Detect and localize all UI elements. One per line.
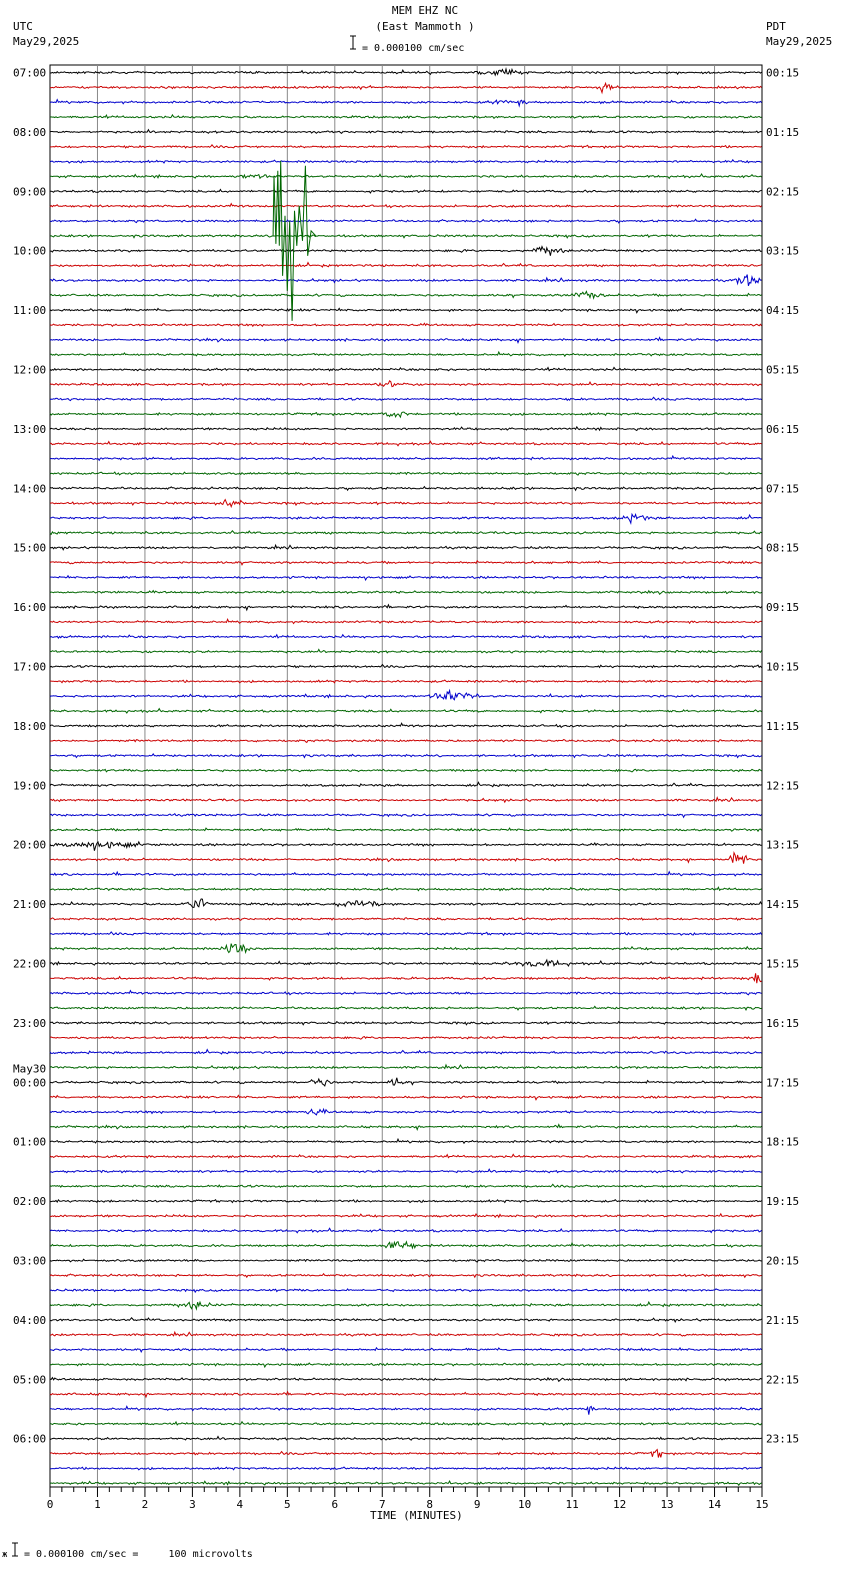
utc-hour-label: 18:00: [13, 719, 47, 733]
time-axis: [47, 1487, 769, 1511]
utc-hour-label: 14:00: [13, 482, 47, 496]
pdt-hour-label: 09:15: [766, 601, 800, 615]
seismic-trace: [50, 680, 762, 683]
utc-hour-label: 12:00: [13, 363, 47, 377]
utc-hour-label: 01:00: [13, 1135, 47, 1149]
pdt-hour-label: 08:15: [766, 541, 800, 555]
seismic-trace: [50, 367, 762, 370]
seismic-trace: [50, 381, 762, 387]
utc-hour-label: 20:00: [13, 838, 47, 852]
utc-hour-label: 23:00: [13, 1016, 47, 1030]
seismic-trace: [50, 69, 762, 75]
utc-hour-label: 06:00: [13, 1432, 47, 1446]
seismic-trace: [50, 691, 762, 700]
seismic-trace: [50, 1259, 762, 1262]
utc-hour-label: 13:00: [13, 422, 47, 436]
seismic-trace: [50, 605, 762, 610]
x-tick-label: 6: [331, 1498, 339, 1511]
seismic-trace: [50, 665, 762, 668]
pdt-hour-label: 16:15: [766, 1016, 800, 1030]
seismic-trace: [50, 1006, 762, 1010]
x-tick-label: 8: [426, 1498, 434, 1511]
seismic-trace: [50, 1109, 762, 1115]
pdt-date: May29,2025: [766, 35, 833, 48]
seismic-trace: [50, 1050, 762, 1054]
seismic-trace: [50, 100, 762, 106]
pdt-hour-label: 00:15: [766, 66, 800, 80]
seismic-trace: [50, 1437, 762, 1441]
seismic-trace: [50, 115, 762, 119]
pdt-hour-label: 22:15: [766, 1373, 800, 1387]
seismic-trace: [50, 1378, 762, 1382]
seismic-trace: [50, 918, 762, 921]
pdt-hour-label: 04:15: [766, 304, 800, 318]
seismic-trace: [50, 1022, 762, 1025]
seismic-trace: [50, 853, 762, 864]
seismic-trace: [50, 1036, 762, 1039]
utc-hour-label: 21:00: [13, 898, 47, 912]
seismic-trace: [50, 545, 762, 550]
seismic-trace: [50, 174, 762, 178]
seismic-trace: [50, 500, 762, 507]
plot-frame: [50, 65, 762, 1487]
utc-hour-label: 15:00: [13, 541, 47, 555]
seismic-trace: [50, 1125, 762, 1130]
x-tick-label: 4: [236, 1498, 244, 1511]
utc-date: May29,2025: [13, 35, 80, 48]
plot-grid: [50, 65, 762, 1487]
seismic-trace: [50, 1481, 762, 1485]
seismic-traces: [50, 69, 762, 1485]
seismic-trace: [50, 1406, 762, 1414]
seismic-trace: [50, 1078, 762, 1086]
seismic-trace: [50, 591, 762, 595]
seismic-trace: [50, 247, 762, 256]
seismic-trace: [50, 190, 762, 194]
seismic-trace: [50, 263, 762, 267]
seismic-trace: [50, 782, 762, 786]
seismic-trace: [50, 1200, 762, 1203]
seismic-trace: [50, 412, 762, 417]
seismic-trace: [50, 145, 762, 148]
x-tick-label: 12: [612, 1498, 627, 1511]
seismic-trace: [50, 308, 762, 312]
seismic-trace: [50, 83, 762, 92]
x-tick-label: 10: [518, 1498, 532, 1511]
pdt-hour-label: 03:15: [766, 244, 800, 258]
seismic-trace: [50, 338, 762, 343]
utc-hour-label: 05:00: [13, 1373, 47, 1387]
pdt-hour-label: 23:15: [766, 1432, 800, 1446]
pdt-hour-label: 13:15: [766, 838, 800, 852]
utc-hour-label: 16:00: [13, 601, 47, 615]
utc-label: UTC: [13, 20, 33, 33]
seismic-trace: [50, 973, 762, 983]
seismic-trace: [50, 899, 762, 908]
seismic-trace: [50, 427, 762, 431]
seismic-trace: [50, 828, 762, 831]
utc-hour-label: 09:00: [13, 185, 47, 199]
seismic-trace: [50, 739, 762, 742]
x-tick-label: 9: [473, 1498, 481, 1511]
utc-hour-label: 11:00: [13, 304, 47, 318]
seismic-trace: [50, 1242, 762, 1248]
seismic-trace: [50, 1139, 762, 1143]
seismic-trace: [50, 397, 762, 400]
seismic-trace: [50, 514, 762, 523]
seismic-trace: [50, 1289, 762, 1292]
seismic-trace: [50, 235, 762, 238]
corner-mark: ж: [2, 1550, 8, 1560]
pdt-hour-label: 01:15: [766, 125, 800, 139]
pdt-hour-label: 21:15: [766, 1313, 800, 1327]
seismic-trace: [50, 291, 762, 298]
seismic-trace: [50, 723, 762, 727]
pdt-label: PDT: [766, 20, 786, 33]
seismic-trace: [50, 635, 762, 638]
seismic-trace: [50, 1392, 762, 1397]
seismic-trace: [50, 1467, 762, 1470]
seismic-trace: [50, 456, 762, 460]
seismic-trace: [50, 219, 762, 223]
pdt-hour-label: 05:15: [766, 363, 800, 377]
seismic-trace: [50, 1274, 762, 1278]
seismic-trace: [50, 561, 762, 565]
pdt-hour-label: 14:15: [766, 898, 800, 912]
x-tick-label: 13: [660, 1498, 674, 1511]
seismic-trace: [50, 1065, 762, 1070]
pdt-hour-label: 20:15: [766, 1254, 800, 1268]
x-axis-label: TIME (MINUTES): [370, 1509, 463, 1522]
seismic-trace: [50, 323, 762, 326]
x-tick-label: 14: [707, 1498, 722, 1511]
seismic-trace: [50, 130, 762, 134]
seismic-trace: [50, 1228, 762, 1232]
utc-hour-label: 03:00: [13, 1254, 47, 1268]
seismic-trace: [50, 1422, 762, 1426]
utc-hour-label: 17:00: [13, 660, 47, 674]
seismic-trace: [50, 487, 762, 491]
utc-hour-label: 19:00: [13, 779, 47, 793]
x-tick-label: 0: [46, 1498, 54, 1511]
station-location: (East Mammoth ): [375, 20, 475, 33]
pdt-hour-label: 02:15: [766, 185, 800, 199]
seismic-trace: [50, 204, 762, 208]
seismic-trace: [50, 932, 762, 935]
seismic-trace: [50, 1318, 762, 1322]
utc-hour-label: 22:00: [13, 957, 47, 971]
utc-hour-label: 04:00: [13, 1313, 47, 1327]
seismic-trace: [50, 754, 762, 758]
earthquake-spike: [273, 161, 316, 321]
x-tick-label: 5: [284, 1498, 291, 1511]
seismic-trace: [50, 991, 762, 995]
pdt-hour-label: 11:15: [766, 719, 800, 733]
seismic-trace: [50, 798, 762, 803]
seismic-trace: [50, 441, 762, 445]
station-title: MEM EHZ NC: [391, 4, 459, 17]
pdt-hour-label: 15:15: [766, 957, 800, 971]
pdt-hour-label: 06:15: [766, 422, 800, 436]
pdt-hour-label: 18:15: [766, 1135, 800, 1149]
pdt-hour-label: 17:15: [766, 1076, 800, 1090]
utc-hour-label: 00:00: [13, 1076, 47, 1090]
seismic-trace: [50, 531, 762, 535]
seismic-trace: [50, 769, 762, 772]
x-tick-label: 7: [378, 1498, 386, 1511]
pdt-hour-label: 19:15: [766, 1195, 800, 1209]
footer-scale-note: = 0.000100 cm/sec = 100 microvolts: [24, 1549, 253, 1560]
seismic-trace: [50, 887, 762, 890]
seismic-trace: [50, 576, 762, 580]
seismic-trace: [50, 1154, 762, 1158]
pdt-hour-label: 12:15: [766, 779, 800, 793]
seismic-trace: [50, 960, 762, 966]
x-tick-label: 15: [755, 1498, 769, 1511]
seismic-trace: [50, 1450, 762, 1458]
seismic-trace: [50, 1332, 762, 1336]
seismic-trace: [50, 872, 762, 876]
utc-hour-label: 08:00: [13, 125, 47, 139]
x-tick-label: 2: [141, 1498, 149, 1511]
seismic-trace: [50, 275, 762, 286]
x-tick-label: 3: [189, 1498, 196, 1511]
seismic-trace: [50, 1348, 762, 1352]
seismic-trace: [50, 814, 762, 818]
x-tick-label: 1: [94, 1498, 101, 1511]
seismic-trace: [50, 1214, 762, 1218]
seismic-trace: [50, 1184, 762, 1187]
seismic-trace: [50, 1169, 762, 1173]
pdt-hour-label: 07:15: [766, 482, 800, 496]
seismic-trace: [50, 160, 762, 163]
utc-hour-label: 07:00: [13, 66, 47, 80]
seismic-trace: [50, 1302, 762, 1309]
pdt-hour-label: 10:15: [766, 660, 800, 674]
seismic-trace: [50, 944, 762, 953]
x-tick-label: 11: [565, 1498, 579, 1511]
seismic-trace: [50, 1363, 762, 1367]
seismic-trace: [50, 619, 762, 623]
utc-hour-label: 02:00: [13, 1195, 47, 1209]
scale-value: = 0.000100 cm/sec: [362, 43, 465, 54]
seismic-trace: [50, 472, 762, 475]
seismic-trace: [50, 649, 762, 653]
date-change-label: May30: [13, 1062, 47, 1076]
utc-hour-label: 10:00: [13, 244, 47, 258]
seismic-trace: [50, 842, 762, 851]
seismic-trace: [50, 352, 762, 356]
seismic-trace: [50, 1095, 762, 1099]
seismic-trace: [50, 709, 762, 713]
